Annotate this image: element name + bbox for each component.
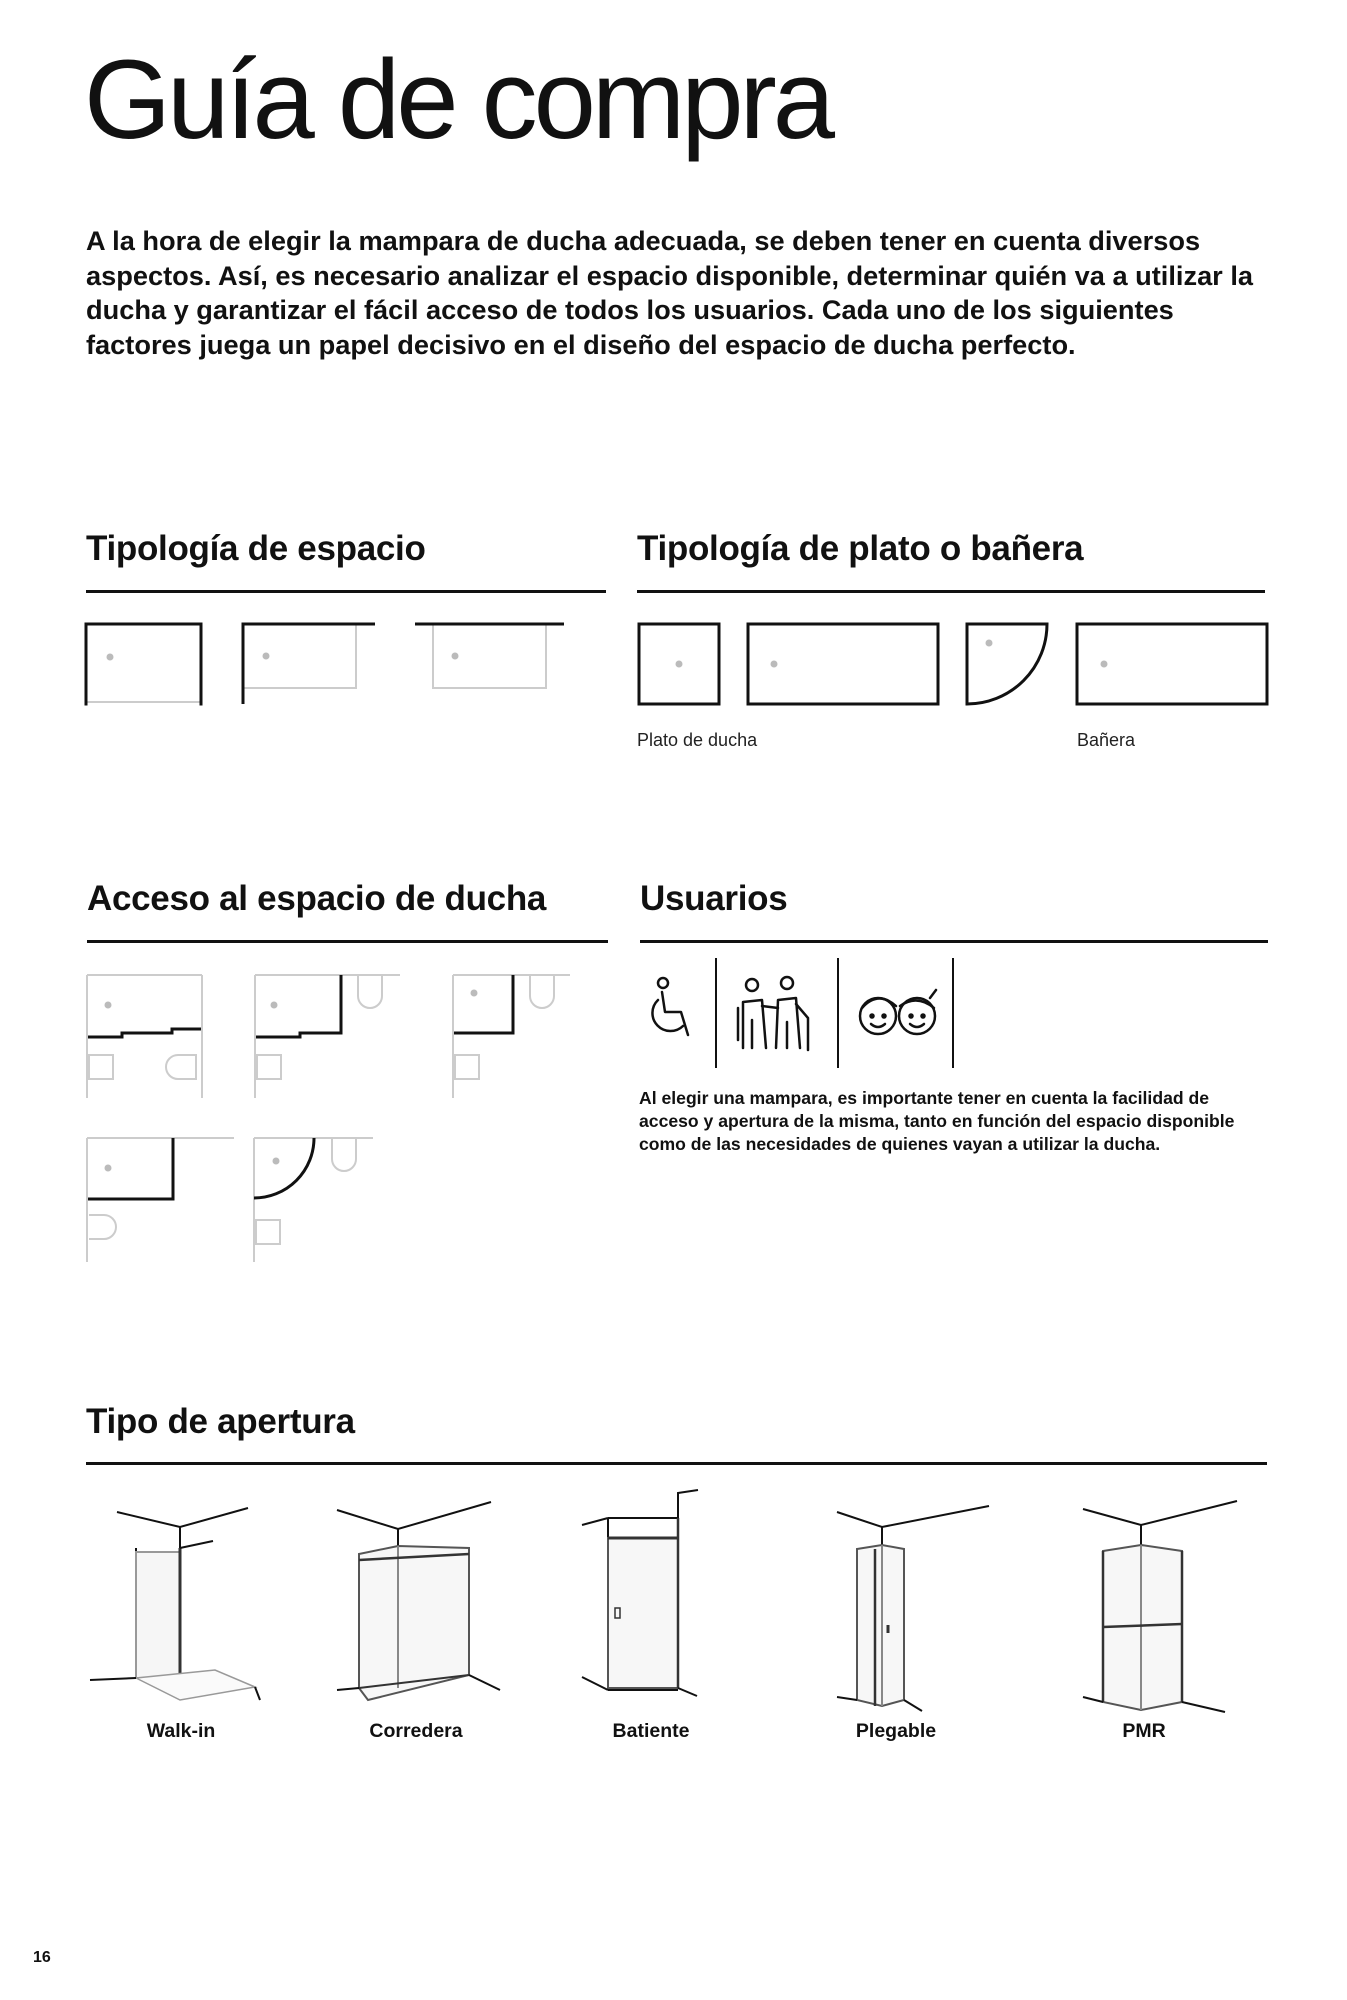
users-description: Al elegir una mampara, es importante tener en cuenta la facilidad de acceso y apertura de la misma, tanto en función del espacio disponible como de las necesidades de quienes vayan a utilizar la ducha. [639, 1088, 1235, 1154]
label-corredera: Corredera [369, 1720, 463, 1742]
pmr-icon [1083, 1501, 1237, 1712]
label-plegable: Plegable [855, 1720, 937, 1742]
section-heading-users: Usuarios [640, 879, 788, 918]
label-walk-in: Walk-in [146, 1720, 216, 1742]
corredera-icon [337, 1502, 500, 1700]
batiente-icon [582, 1490, 698, 1696]
section-heading-access: Acceso al espacio de ducha [87, 879, 547, 918]
intro-paragraph: A la hora de elegir la mampara de ducha adecuada, se deben tener en cuenta diversos aspectos. Así, es necesario analizar el espacio disponible, determinar quién va a utilizar la ducha y garantizar el fácil acceso de todos los usuarios. Cada uno de los siguientes factores juega un papel decisivo en el diseño del espacio de ducha perfecto. [86, 225, 1253, 360]
caption-shower-tray: Plato de ducha [637, 730, 758, 750]
section-heading-tray: Tipología de plato o bañera [637, 529, 1084, 568]
plegable-icon [837, 1506, 989, 1711]
section-heading-opening: Tipo de apertura [86, 1402, 355, 1441]
walk-in-icon [90, 1508, 260, 1700]
label-batiente: Batiente [612, 1720, 690, 1742]
section-heading-space: Tipología de espacio [86, 529, 426, 568]
page-number: 16 [33, 1949, 51, 1966]
caption-bathtub: Bañera [1077, 730, 1136, 750]
page-title: Guía de compra [84, 37, 832, 162]
label-pmr: PMR [1122, 1720, 1166, 1742]
